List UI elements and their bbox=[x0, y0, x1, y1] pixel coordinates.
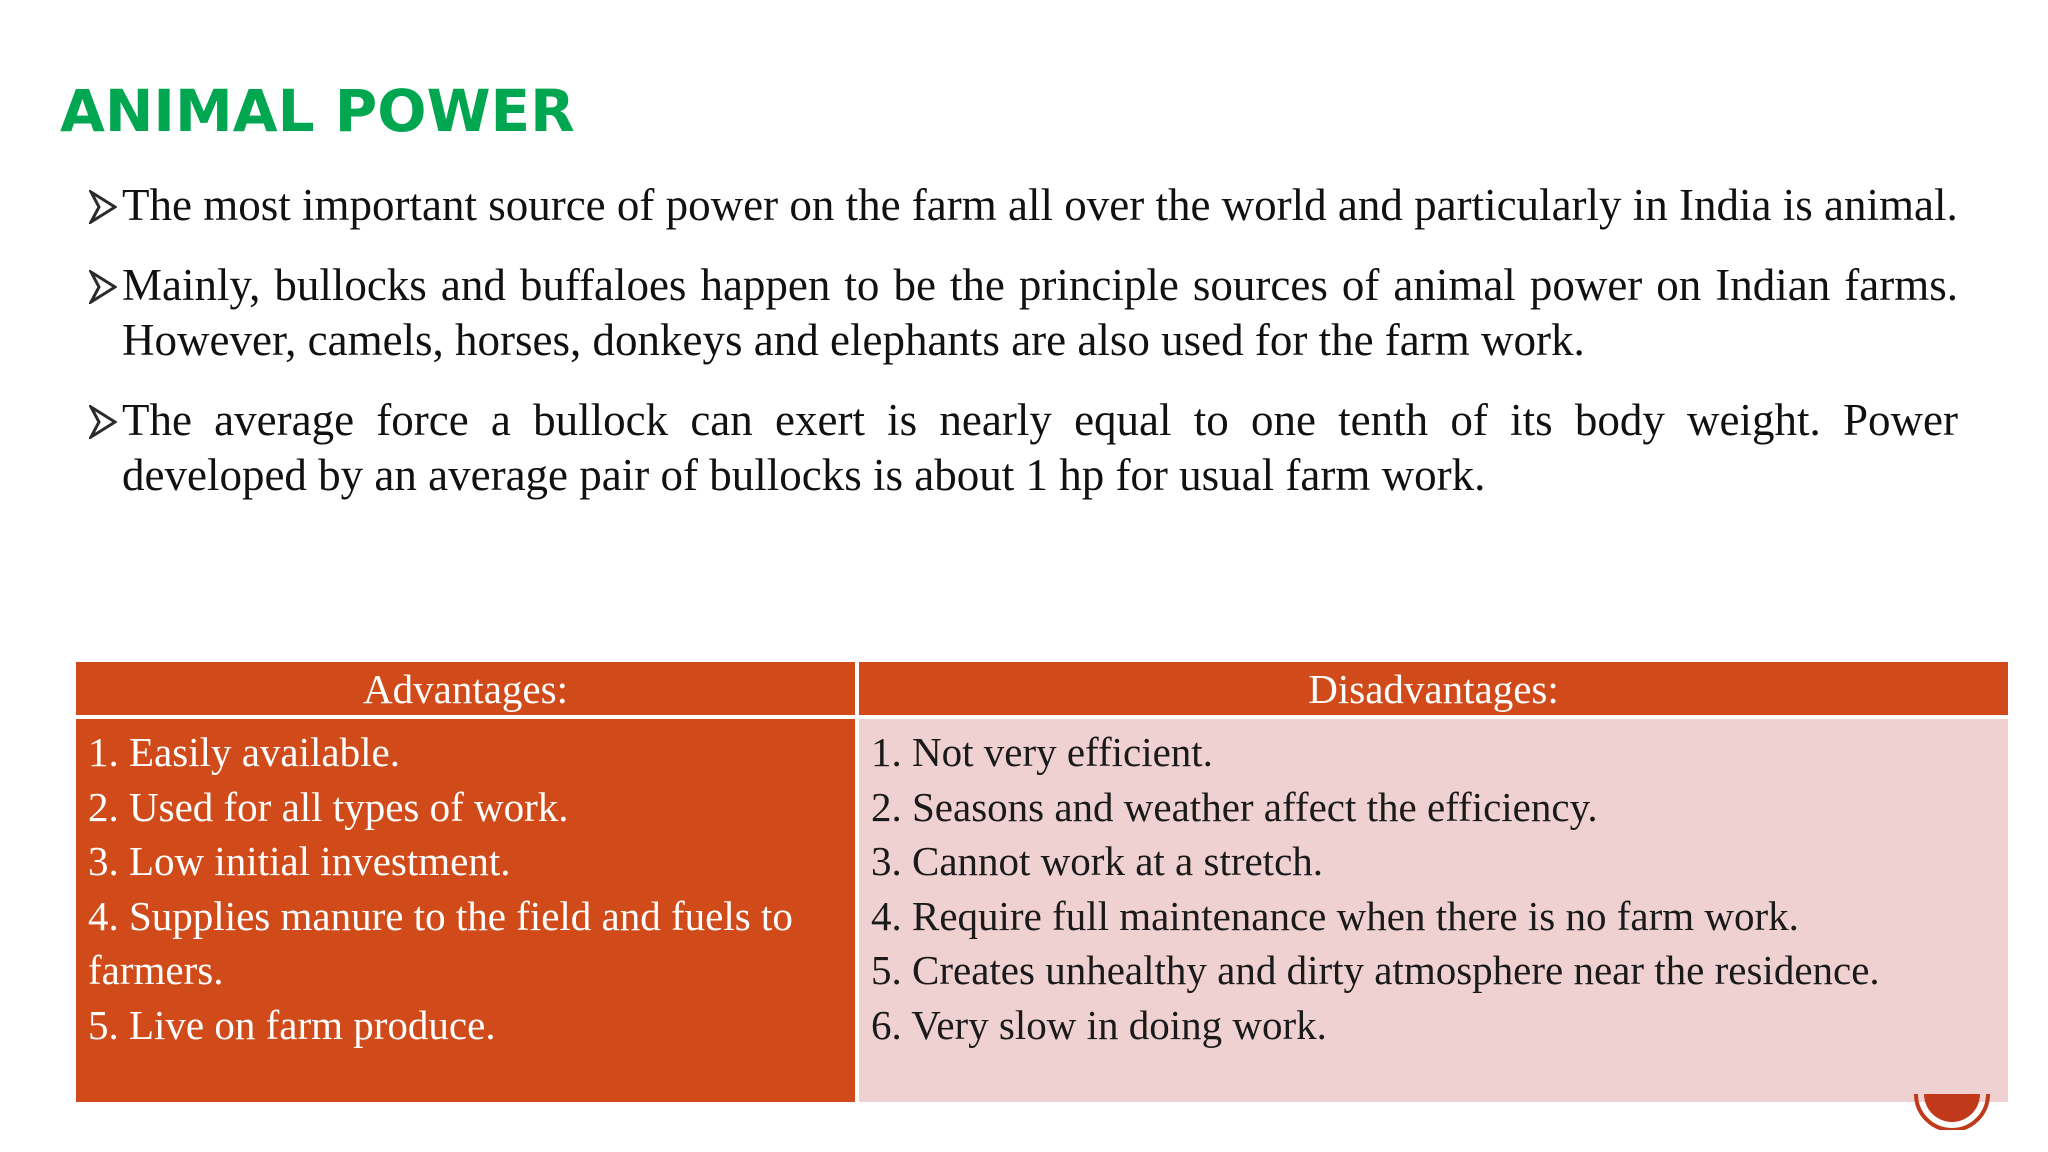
advantage-item: 5. Live on farm produce. bbox=[88, 1001, 496, 1048]
disadvantages-header: Disadvantages: bbox=[857, 662, 2008, 717]
arrowhead-bullet-icon bbox=[89, 270, 117, 304]
table-row bbox=[76, 717, 2008, 1102]
advantage-item: 3. Low initial investment. bbox=[88, 838, 511, 884]
disadvantages-cell bbox=[857, 717, 2008, 1102]
advantages-cell bbox=[76, 717, 857, 1102]
advantage-item: 1. Easily available. bbox=[88, 729, 400, 775]
advantage-item: 4. Supplies manure to the field and fuels to farmers. bbox=[88, 892, 793, 993]
advantage-item: 2. Used for all types of work. bbox=[88, 783, 569, 830]
disadvantage-item: 4. Require full maintenance when there is no farm work. bbox=[871, 892, 1799, 939]
slide-number-badge-icon bbox=[1912, 1090, 1992, 1130]
disadvantage-item: 2. Seasons and weather affect the efficiency. bbox=[871, 783, 1598, 830]
arrowhead-bullet-icon bbox=[89, 405, 117, 439]
bullet-item bbox=[92, 178, 1958, 233]
comparison-table bbox=[76, 662, 2008, 1102]
arrowhead-bullet-icon bbox=[89, 190, 117, 224]
bullet-item bbox=[92, 393, 1958, 503]
bullet-item bbox=[92, 258, 1958, 368]
advantages-header: Advantages: bbox=[76, 662, 857, 717]
bullet-list bbox=[92, 178, 1958, 503]
bullet-text: The most important source of power on the farm all over the world and particularly in India is animal. bbox=[122, 180, 1958, 230]
disadvantage-item: 1. Not very efficient. bbox=[871, 729, 1213, 775]
table-header-row bbox=[76, 662, 2008, 717]
disadvantage-item: 5. Creates unhealthy and dirty atmosphere near the residence. bbox=[871, 947, 1880, 993]
bullet-text: The average force a bullock can exert is nearly equal to one tenth of its body weight. Power developed by an average pair of bullocks is about 1 hp for usual farm work. bbox=[122, 395, 1958, 500]
disadvantage-item: 3. Cannot work at a stretch. bbox=[871, 838, 1324, 884]
disadvantage-item: 6. Very slow in doing work. bbox=[871, 1001, 1327, 1048]
bullet-text: Mainly, bullocks and buffaloes happen to be the principle sources of animal power on Indian farms. However, camels, horses, donkeys and elephants are also used for the farm work. bbox=[122, 260, 1958, 365]
slide-title: ANIMAL POWER bbox=[60, 77, 575, 145]
